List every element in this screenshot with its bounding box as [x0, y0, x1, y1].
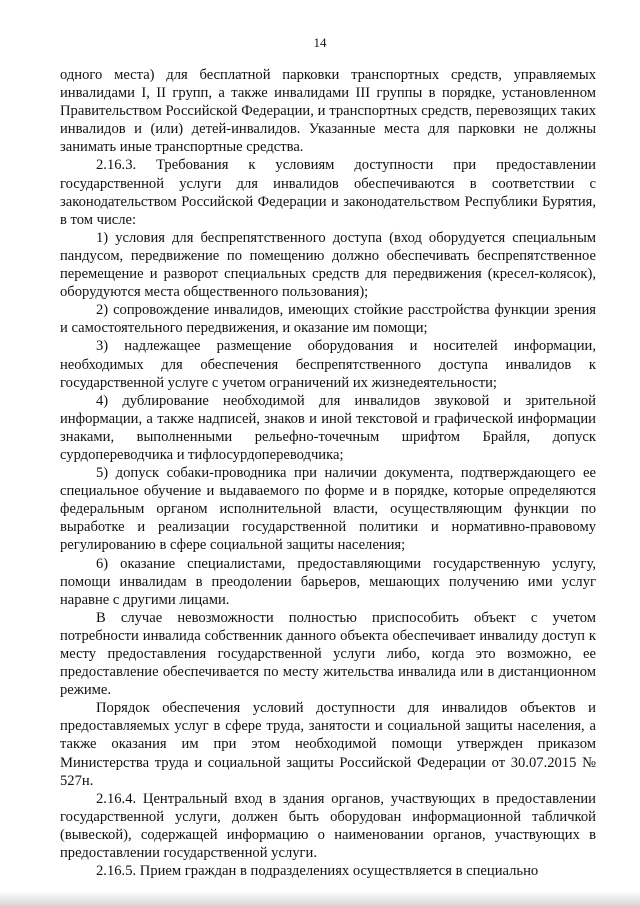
- paragraph-2-16-5: 2.16.5. Прием граждан в подразделениях осуществляется в специально: [96, 863, 539, 880]
- list-item-4: 4) дублирование необходимой для инвалидов звуковой и зрительной информации, а также надписей, знаков и иной текстовой и графической информации знаками, выполненными рельефно-точечным шрифтом Брайля, допуск сурдопереводчика и тифлосурдопереводчика;: [60, 392, 596, 463]
- paragraph-impossibility: В случае невозможности полностью приспособить объект с учетом потребности инвалида собственник данного объекта обеспечивает инвалиду доступ к месту предоставления государственной услуги либо, когда это возможно, ее предоставление обеспечивается по месту жительства инвалида или в дистанционном режиме.: [60, 609, 596, 699]
- list-item-3: 3) надлежащее размещение оборудования и носителей информации, необходимых для обеспечения беспрепятственного доступа инвалидов к государственной услуге с учетом ограничений их жизнедеятельности;: [60, 338, 596, 391]
- list-item-5: 5) допуск собаки-проводника при наличии документа, подтверждающего ее специальное обучение и выдаваемого по форме и в порядке, которые определяются федеральным органом исполнительной власти, осуществляющим функции по выработке и реализации государственной политики и нормативно-правовому регулированию в сфере социальной защиты населения;: [60, 465, 596, 554]
- document-body: [60, 66, 596, 880]
- list-item-6: 6) оказание специалистами, предоставляющими государственную услугу, помощи инвалидам в преодолении барьеров, мешающих получению ими услуг наравне с другими лицами.: [60, 555, 596, 608]
- paragraph-parking-continuation: одного места) для бесплатной парковки транспортных средств, управляемых инвалидами I, II групп, а также инвалидами III группы в порядке, установленном Правительством Российской Федерации, и транспортных средств, перевозящих таких инвалидов и (или) детей-инвалидов. Указанные места для парковки не должны занимать иные транспортные средства.: [60, 67, 596, 156]
- paragraph-2-16-3: 2.16.3. Требования к условиям доступности при предоставлении государственной услуги для инвалидов обеспечиваются в соответствии с законодательством Российской Федерации и законодательством Республики Бурятия, в том числе:: [60, 157, 596, 228]
- paragraph-order-reference: Порядок обеспечения условий доступности для инвалидов объектов и предоставляемых услуг в сфере труда, занятости и социальной защиты населения, а также оказания им при этом необходимой помощи утвержден приказом Министерства труда и социальной защиты Российской Федерации от 30.07.2015 № 527н.: [60, 700, 596, 789]
- paragraph-2-16-4: 2.16.4. Центральный вход в здания органов, участвующих в предоставлении государственной услуги, должен быть оборудован информационной табличкой (вывеской), содержащей информацию о наименовании органов, участвующих в предоставлении государственной услуги.: [60, 790, 596, 862]
- list-item-2: 2) сопровождение инвалидов, имеющих стойкие расстройства функции зрения и самостоятельного передвижения, и оказание им помощи;: [60, 302, 596, 337]
- scan-bottom-edge: [0, 891, 640, 905]
- page-number: 14: [313, 35, 327, 50]
- list-item-1: 1) условия для беспрепятственного доступа (вход оборудуется специальным пандусом, передвижение по помещению должно обеспечивать беспрепятственное перемещение и разворот специальных средств для передвижения (кресел-колясок), оборудуются места общественного пользования);: [60, 229, 596, 301]
